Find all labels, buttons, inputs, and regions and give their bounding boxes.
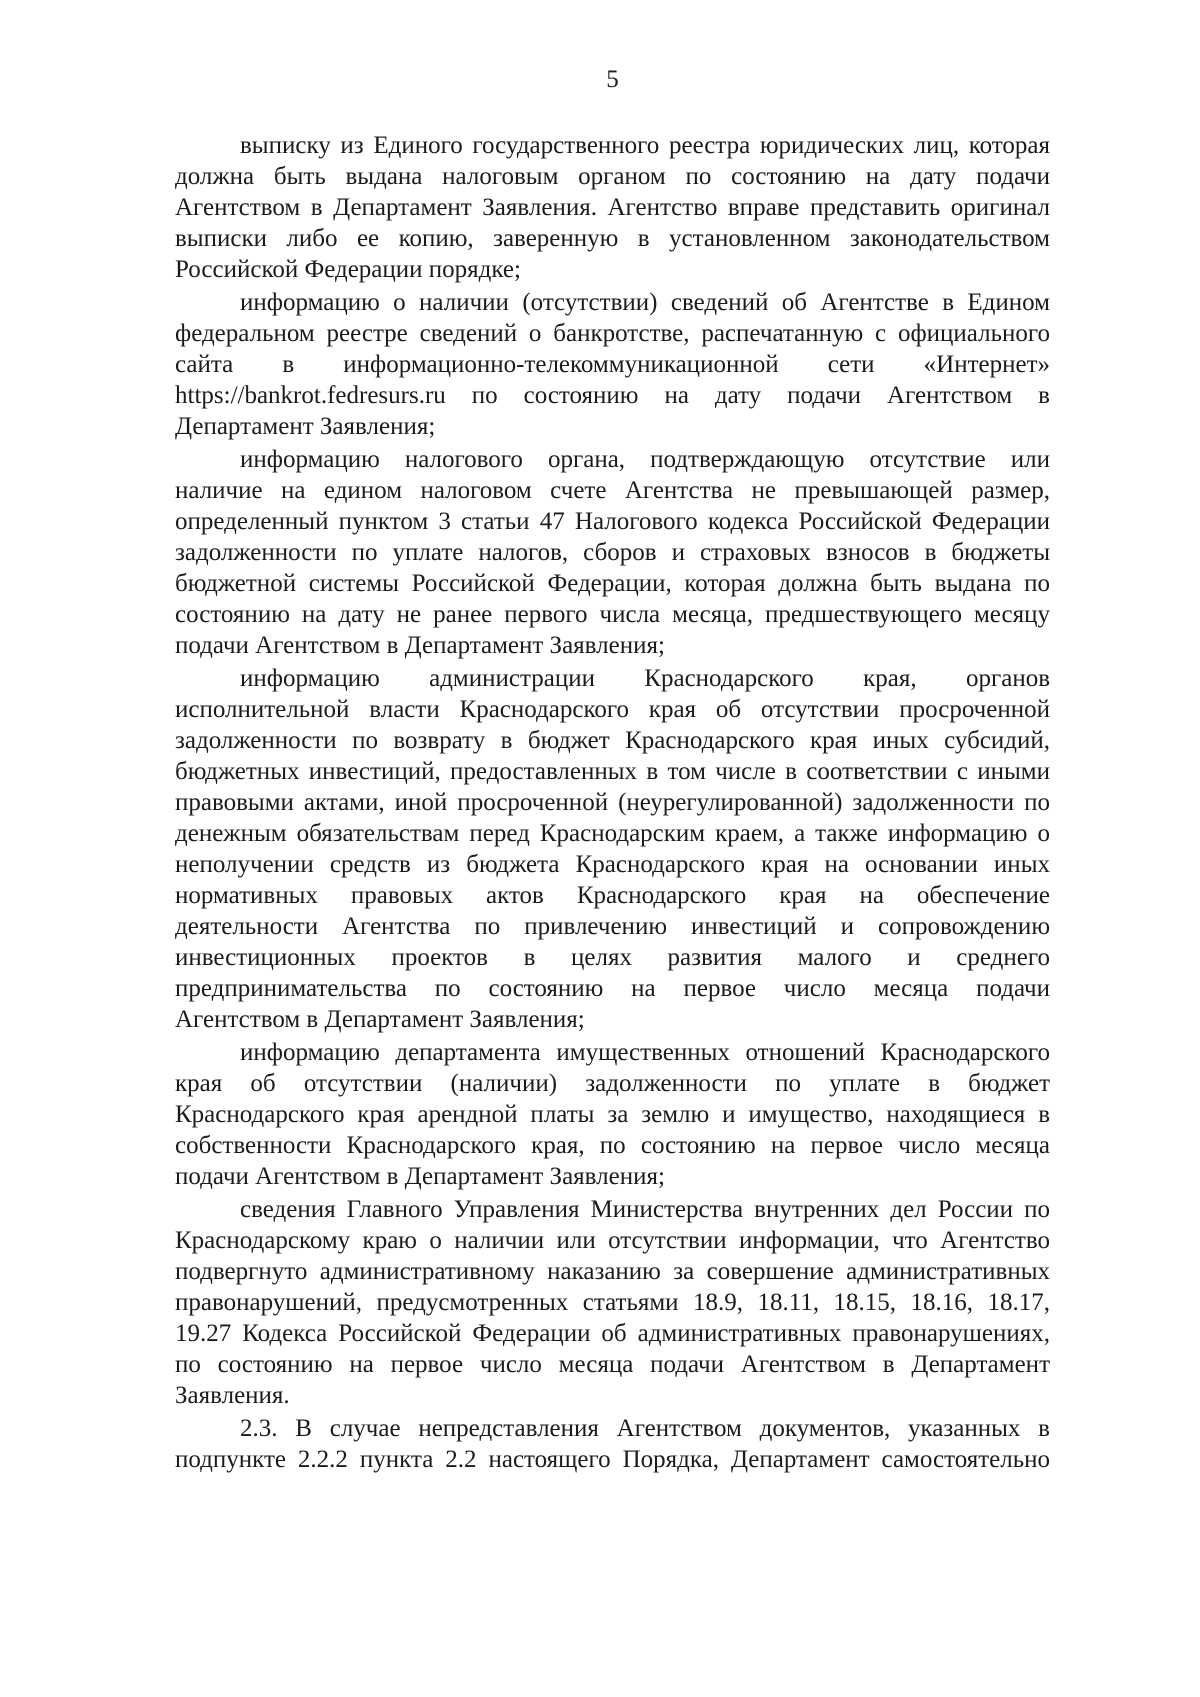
text-line: подпункте 2.2.2 пункта 2.2 настоящего Порядка, Департамент самостоятельно	[175, 1446, 1050, 1473]
text-line: выписки либо ее копию, заверенную в установленном законодательством	[175, 225, 1050, 252]
paragraph	[175, 1194, 1050, 1411]
paragraph	[175, 1037, 1050, 1192]
text-line: федеральном реестре сведений о банкротстве, распечатанную с официального	[175, 320, 1050, 347]
text-line: задолженности по уплате налогов, сборов и страховых взносов в бюджеты	[175, 539, 1050, 566]
text-line: выписку из Единого государственного реестра юридических лиц, которая	[240, 132, 1050, 159]
paragraph	[175, 444, 1050, 661]
text-line: собственности Краснодарского края, по состоянию на первое число месяца	[175, 1132, 1050, 1159]
text-line: 19.27 Кодекса Российской Федерации об административных правонарушениях,	[175, 1320, 1050, 1347]
text-line: денежным обязательствам перед Краснодарским краем, а также информацию о	[175, 820, 1050, 847]
text-line: подачи Агентством в Департамент Заявления;	[175, 1163, 665, 1190]
text-line: информацию администрации Краснодарского края, органов	[240, 665, 1050, 692]
text-line: бюджетных инвестиций, предоставленных в том числе в соответствии с иными	[175, 758, 1050, 785]
document-body	[175, 130, 1050, 1477]
paragraph	[175, 287, 1050, 442]
text-line: информацию налогового органа, подтверждающую отсутствие или	[240, 446, 1050, 473]
text-line: подвергнуто административному наказанию за совершение административных	[175, 1258, 1050, 1285]
text-line: Краснодарскому краю о наличии или отсутствии информации, что Агентство	[175, 1227, 1050, 1254]
paragraph	[175, 130, 1050, 285]
text-line: Краснодарского края арендной платы за землю и имущество, находящиеся в	[175, 1101, 1050, 1128]
text-line: Заявления.	[175, 1382, 290, 1409]
text-line: неполучении средств из бюджета Краснодарского края на основании иных	[175, 851, 1050, 878]
text-line: Департамент Заявления;	[175, 413, 436, 440]
page-number: 5	[606, 66, 619, 93]
text-line: информацию о наличии (отсутствии) сведений об Агентстве в Едином	[240, 289, 1050, 316]
text-line: по состоянию на первое число месяца подачи Агентством в Департамент	[175, 1351, 1050, 1378]
text-line: бюджетной системы Российской Федерации, которая должна быть выдана по	[175, 570, 1050, 597]
text-line: правовыми актами, иной просроченной (неурегулированной) задолженности по	[175, 789, 1050, 816]
text-line: сведения Главного Управления Министерства внутренних дел России по	[240, 1196, 1050, 1223]
text-line: исполнительной власти Краснодарского края об отсутствии просроченной	[175, 696, 1050, 723]
text-line: https://bankrot.fedresurs.ru по состоянию на дату подачи Агентством в	[175, 382, 1050, 409]
text-line: Агентством в Департамент Заявления;	[175, 1006, 585, 1033]
paragraph	[175, 663, 1050, 1035]
text-line: 2.3. В случае непредставления Агентством документов, указанных в	[240, 1415, 1050, 1442]
text-line: определенный пунктом 3 статьи 47 Налогового кодекса Российской Федерации	[175, 508, 1050, 535]
text-line: состоянию на дату не ранее первого числа месяца, предшествующего месяцу	[175, 601, 1050, 628]
text-line: деятельности Агентства по привлечению инвестиций и сопровождению	[175, 913, 1050, 940]
text-line: сайта в информационно-телекоммуникационной сети «Интернет»	[175, 351, 1050, 378]
paragraph	[175, 1413, 1050, 1475]
text-line: края об отсутствии (наличии) задолженности по уплате в бюджет	[175, 1070, 1050, 1097]
text-line: Российской Федерации порядке;	[175, 256, 521, 283]
text-line: нормативных правовых актов Краснодарского края на обеспечение	[175, 882, 1050, 909]
text-line: Агентством в Департамент Заявления. Агентство вправе представить оригинал	[175, 194, 1050, 221]
text-line: подачи Агентством в Департамент Заявления;	[175, 632, 665, 659]
text-line: наличие на едином налоговом счете Агентства не превышающей размер,	[175, 477, 1050, 504]
text-line: инвестиционных проектов в целях развития малого и среднего	[175, 944, 1050, 971]
text-line: правонарушений, предусмотренных статьями 18.9, 18.11, 18.15, 18.16, 18.17,	[175, 1289, 1050, 1316]
text-line: задолженности по возврату в бюджет Краснодарского края иных субсидий,	[175, 727, 1050, 754]
text-line: предпринимательства по состоянию на первое число месяца подачи	[175, 975, 1050, 1002]
text-line: информацию департамента имущественных отношений Краснодарского	[240, 1039, 1050, 1066]
text-line: должна быть выдана налоговым органом по состоянию на дату подачи	[175, 163, 1050, 190]
